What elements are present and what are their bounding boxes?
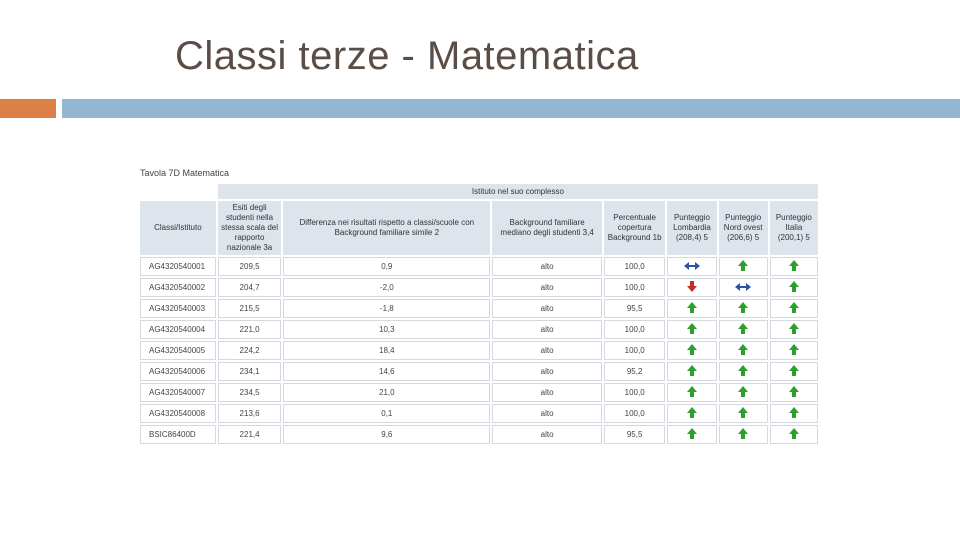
cell-class-code: AG4320540004 (140, 320, 216, 339)
cell-italia-indicator (770, 278, 818, 297)
cell-coverage: 100,0 (604, 404, 665, 423)
arrow-up-icon (687, 344, 697, 355)
cell-coverage: 100,0 (604, 278, 665, 297)
cell-italia-indicator (770, 362, 818, 381)
table-row (140, 425, 818, 444)
column-header-lombardia: Punteggio Lombardia (208,4) 5 (667, 201, 716, 255)
table-row (140, 257, 818, 276)
cell-italia-indicator (770, 425, 818, 444)
column-header-copertura: Percentuale copertura Background 1b (604, 201, 665, 255)
cell-background: alto (492, 257, 602, 276)
group-header-spacer (140, 184, 216, 199)
cell-background: alto (492, 383, 602, 402)
cell-nordovest-indicator (719, 425, 768, 444)
cell-score: 224,2 (218, 341, 282, 360)
group-header-row (140, 184, 818, 199)
cell-coverage: 95,2 (604, 362, 665, 381)
column-header-background: Background familiare mediano degli studenti 3,4 (492, 201, 602, 255)
table-body (140, 257, 818, 444)
cell-lombardia-indicator (667, 404, 716, 423)
cell-nordovest-indicator (719, 320, 768, 339)
column-header-esiti: Esiti degli studenti nella stessa scala del rapporto nazionale 3a (218, 201, 282, 255)
cell-background: alto (492, 425, 602, 444)
arrow-up-icon (738, 365, 748, 376)
cell-score: 215,5 (218, 299, 282, 318)
arrow-up-icon (789, 302, 799, 313)
cell-score: 213,6 (218, 404, 282, 423)
cell-coverage: 100,0 (604, 383, 665, 402)
cell-difference: 18,4 (283, 341, 490, 360)
cell-coverage: 100,0 (604, 341, 665, 360)
arrow-up-icon (687, 428, 697, 439)
arrow-up-icon (789, 344, 799, 355)
cell-nordovest-indicator (719, 257, 768, 276)
cell-score: 204,7 (218, 278, 282, 297)
arrow-up-icon (687, 365, 697, 376)
cell-background: alto (492, 320, 602, 339)
cell-lombardia-indicator (667, 362, 716, 381)
cell-nordovest-indicator (719, 299, 768, 318)
column-header-nordovest: Punteggio Nord ovest (206,6) 5 (719, 201, 768, 255)
results-table-container (138, 166, 820, 446)
cell-background: alto (492, 278, 602, 297)
cell-lombardia-indicator (667, 278, 716, 297)
group-header: Istituto nel suo complesso (218, 184, 818, 199)
cell-score: 234,1 (218, 362, 282, 381)
table-row (140, 362, 818, 381)
column-header-differenza: Differenza nei risultati rispetto a classi/scuole con Background familiare simile 2 (283, 201, 490, 255)
arrow-up-icon (789, 260, 799, 271)
table-caption: Tavola 7D Matematica (140, 168, 230, 178)
arrow-up-icon (687, 302, 697, 313)
arrow-up-icon (789, 407, 799, 418)
arrow-shaft (739, 286, 747, 288)
arrow-up-icon (687, 407, 697, 418)
cell-class-code: AG4320540005 (140, 341, 216, 360)
cell-italia-indicator (770, 320, 818, 339)
cell-class-code: AG4320540008 (140, 404, 216, 423)
cell-background: alto (492, 341, 602, 360)
cell-lombardia-indicator (667, 341, 716, 360)
column-header-italia: Punteggio Italia (200,1) 5 (770, 201, 818, 255)
arrow-up-icon (738, 407, 748, 418)
cell-italia-indicator (770, 257, 818, 276)
cell-score: 221,4 (218, 425, 282, 444)
cell-lombardia-indicator (667, 257, 716, 276)
column-header-row (140, 201, 818, 255)
cell-background: alto (492, 362, 602, 381)
cell-lombardia-indicator (667, 383, 716, 402)
arrow-up-icon (738, 260, 748, 271)
cell-class-code: BSIC86400D (140, 425, 216, 444)
cell-nordovest-indicator (719, 383, 768, 402)
cell-italia-indicator (770, 404, 818, 423)
table-row (140, 278, 818, 297)
cell-score: 209,5 (218, 257, 282, 276)
table-row (140, 299, 818, 318)
arrow-down-icon (687, 281, 697, 292)
cell-difference: -1,8 (283, 299, 490, 318)
cell-difference: 0,1 (283, 404, 490, 423)
slide-title: Classi terze - Matematica (175, 34, 639, 78)
cell-italia-indicator (770, 341, 818, 360)
cell-nordovest-indicator (719, 362, 768, 381)
cell-italia-indicator (770, 383, 818, 402)
arrow-up-icon (687, 323, 697, 334)
cell-lombardia-indicator (667, 320, 716, 339)
arrow-up-icon (738, 428, 748, 439)
cell-difference: 14,6 (283, 362, 490, 381)
cell-score: 221,0 (218, 320, 282, 339)
title-accent-bar (0, 99, 56, 118)
cell-class-code: AG4320540002 (140, 278, 216, 297)
cell-coverage: 95,5 (604, 425, 665, 444)
cell-class-code: AG4320540007 (140, 383, 216, 402)
cell-background: alto (492, 299, 602, 318)
arrow-up-icon (738, 302, 748, 313)
cell-nordovest-indicator (719, 404, 768, 423)
cell-difference: -2,0 (283, 278, 490, 297)
cell-lombardia-indicator (667, 425, 716, 444)
cell-coverage: 100,0 (604, 257, 665, 276)
cell-italia-indicator (770, 299, 818, 318)
arrow-up-icon (738, 344, 748, 355)
cell-score: 234,5 (218, 383, 282, 402)
cell-nordovest-indicator (719, 341, 768, 360)
cell-class-code: AG4320540003 (140, 299, 216, 318)
table-row (140, 341, 818, 360)
arrow-up-icon (738, 323, 748, 334)
arrow-up-icon (789, 365, 799, 376)
cell-difference: 10,3 (283, 320, 490, 339)
cell-class-code: AG4320540006 (140, 362, 216, 381)
cell-difference: 9,6 (283, 425, 490, 444)
cell-difference: 21,0 (283, 383, 490, 402)
arrow-up-icon (789, 386, 799, 397)
arrow-left-right-icon (735, 283, 751, 291)
results-table (138, 182, 820, 446)
cell-coverage: 95,5 (604, 299, 665, 318)
column-header-classi: Classi/Istituto (140, 201, 216, 255)
table-row (140, 320, 818, 339)
arrow-shaft (688, 265, 696, 267)
arrow-left-right-icon (684, 262, 700, 270)
table-row (140, 383, 818, 402)
arrow-up-icon (687, 386, 697, 397)
arrow-up-icon (789, 428, 799, 439)
arrow-up-icon (789, 281, 799, 292)
cell-difference: 0,9 (283, 257, 490, 276)
title-underline-bar (62, 99, 960, 118)
arrow-up-icon (789, 323, 799, 334)
cell-coverage: 100,0 (604, 320, 665, 339)
cell-nordovest-indicator (719, 278, 768, 297)
cell-background: alto (492, 404, 602, 423)
table-row (140, 404, 818, 423)
cell-lombardia-indicator (667, 299, 716, 318)
arrow-up-icon (738, 386, 748, 397)
cell-class-code: AG4320540001 (140, 257, 216, 276)
